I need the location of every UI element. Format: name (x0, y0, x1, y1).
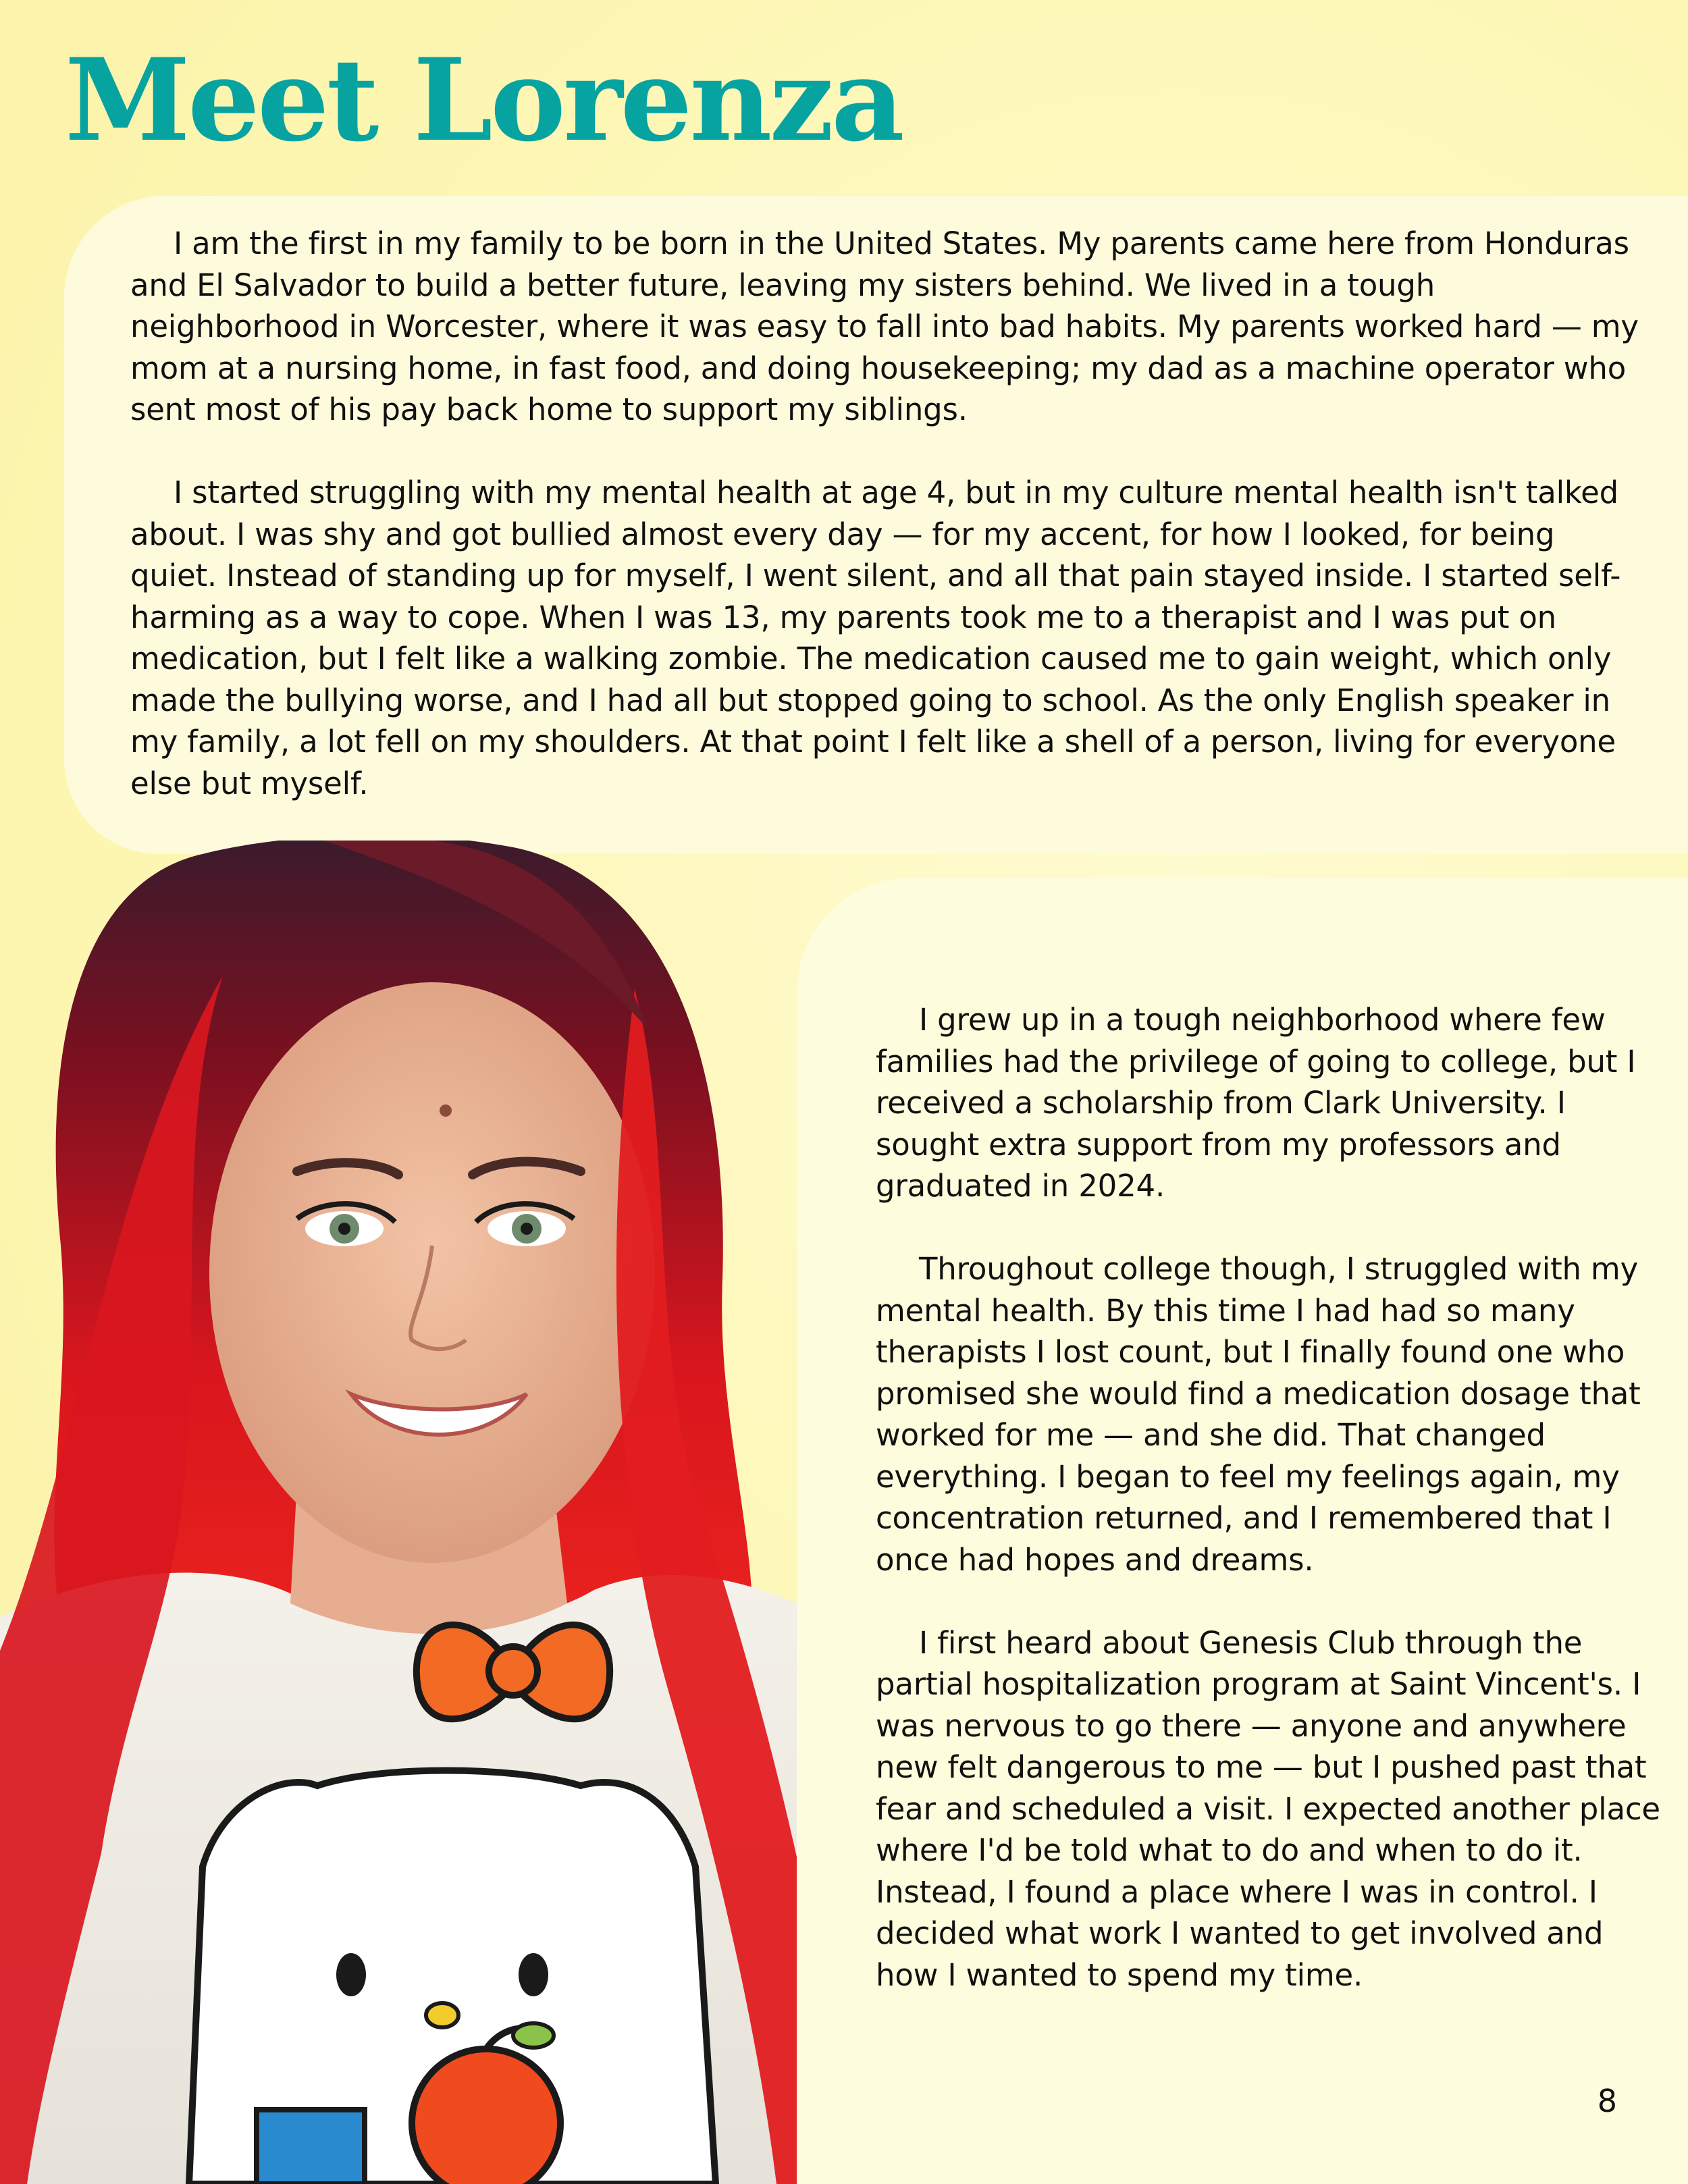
page-title: Meet Lorenza (65, 33, 902, 167)
side-story-paragraph: I grew up in a tough neighborhood where few families had the privilege of going to college, but I received a scholarship from Clark University. I sought extra support from my professors and graduated in 2024. (876, 1002, 1636, 1204)
side-story-panel (797, 878, 1688, 2184)
top-story-panel (64, 196, 1688, 854)
side-story-paragraph: I first heard about Genesis Club through the partial hospitalization program at Saint Vincent's. I was nervous to go there — anyone and anywhere new felt dangerous to me — but I pushed past that fear and scheduled a visit. I expected another place where I'd be told what to do and when to do it. Instead, I found a place where I was in control. I decided what work I wanted to get involved and how I wanted to spend my time. (876, 1624, 1660, 1993)
portrait-photo (0, 841, 858, 2184)
side-story-text (876, 999, 1666, 1996)
top-story-paragraph: I am the first in my family to be born in the United States. My parents came here from Honduras and El Salvador to build a better future, leaving my sisters behind. We lived in a tough neighborhood in Worcester, where it was easy to fall into bad habits. My parents worked hard — my mom at a nursing home, in fast food, and doing housekeeping; my dad as a machine operator who sent most of his pay back home to support my siblings. (130, 225, 1639, 427)
side-story-paragraph: Throughout college though, I struggled with my mental health. By this time I had had so many therapists I lost count, but I finally found one who promised she would find a medication dosage that worked for me — and she did. That changed everything. I began to feel my feelings again, my concentration returned, and I remembered that I once had hopes and dreams. (876, 1251, 1641, 1578)
top-story-text (130, 223, 1650, 804)
page-number: 8 (1597, 2083, 1617, 2119)
top-story-paragraph: I started struggling with my mental health at age 4, but in my culture mental health isn't talked about. I was shy and got bullied almost every day — for my accent, for how I looked, for being quiet. Instead of standing up for myself, I went silent, and all that pain stayed inside. I started self-harming as a way to cope. When I was 13, my parents took me to a therapist and I was put on medication, but I felt like a walking zombie. The medication caused me to gain weight, which only made the bullying worse, and I had all but stopped going to school. As the only English speaker in my family, a lot fell on my shoulders. At that point I felt like a shell of a person, living for everyone else but myself. (130, 475, 1621, 801)
